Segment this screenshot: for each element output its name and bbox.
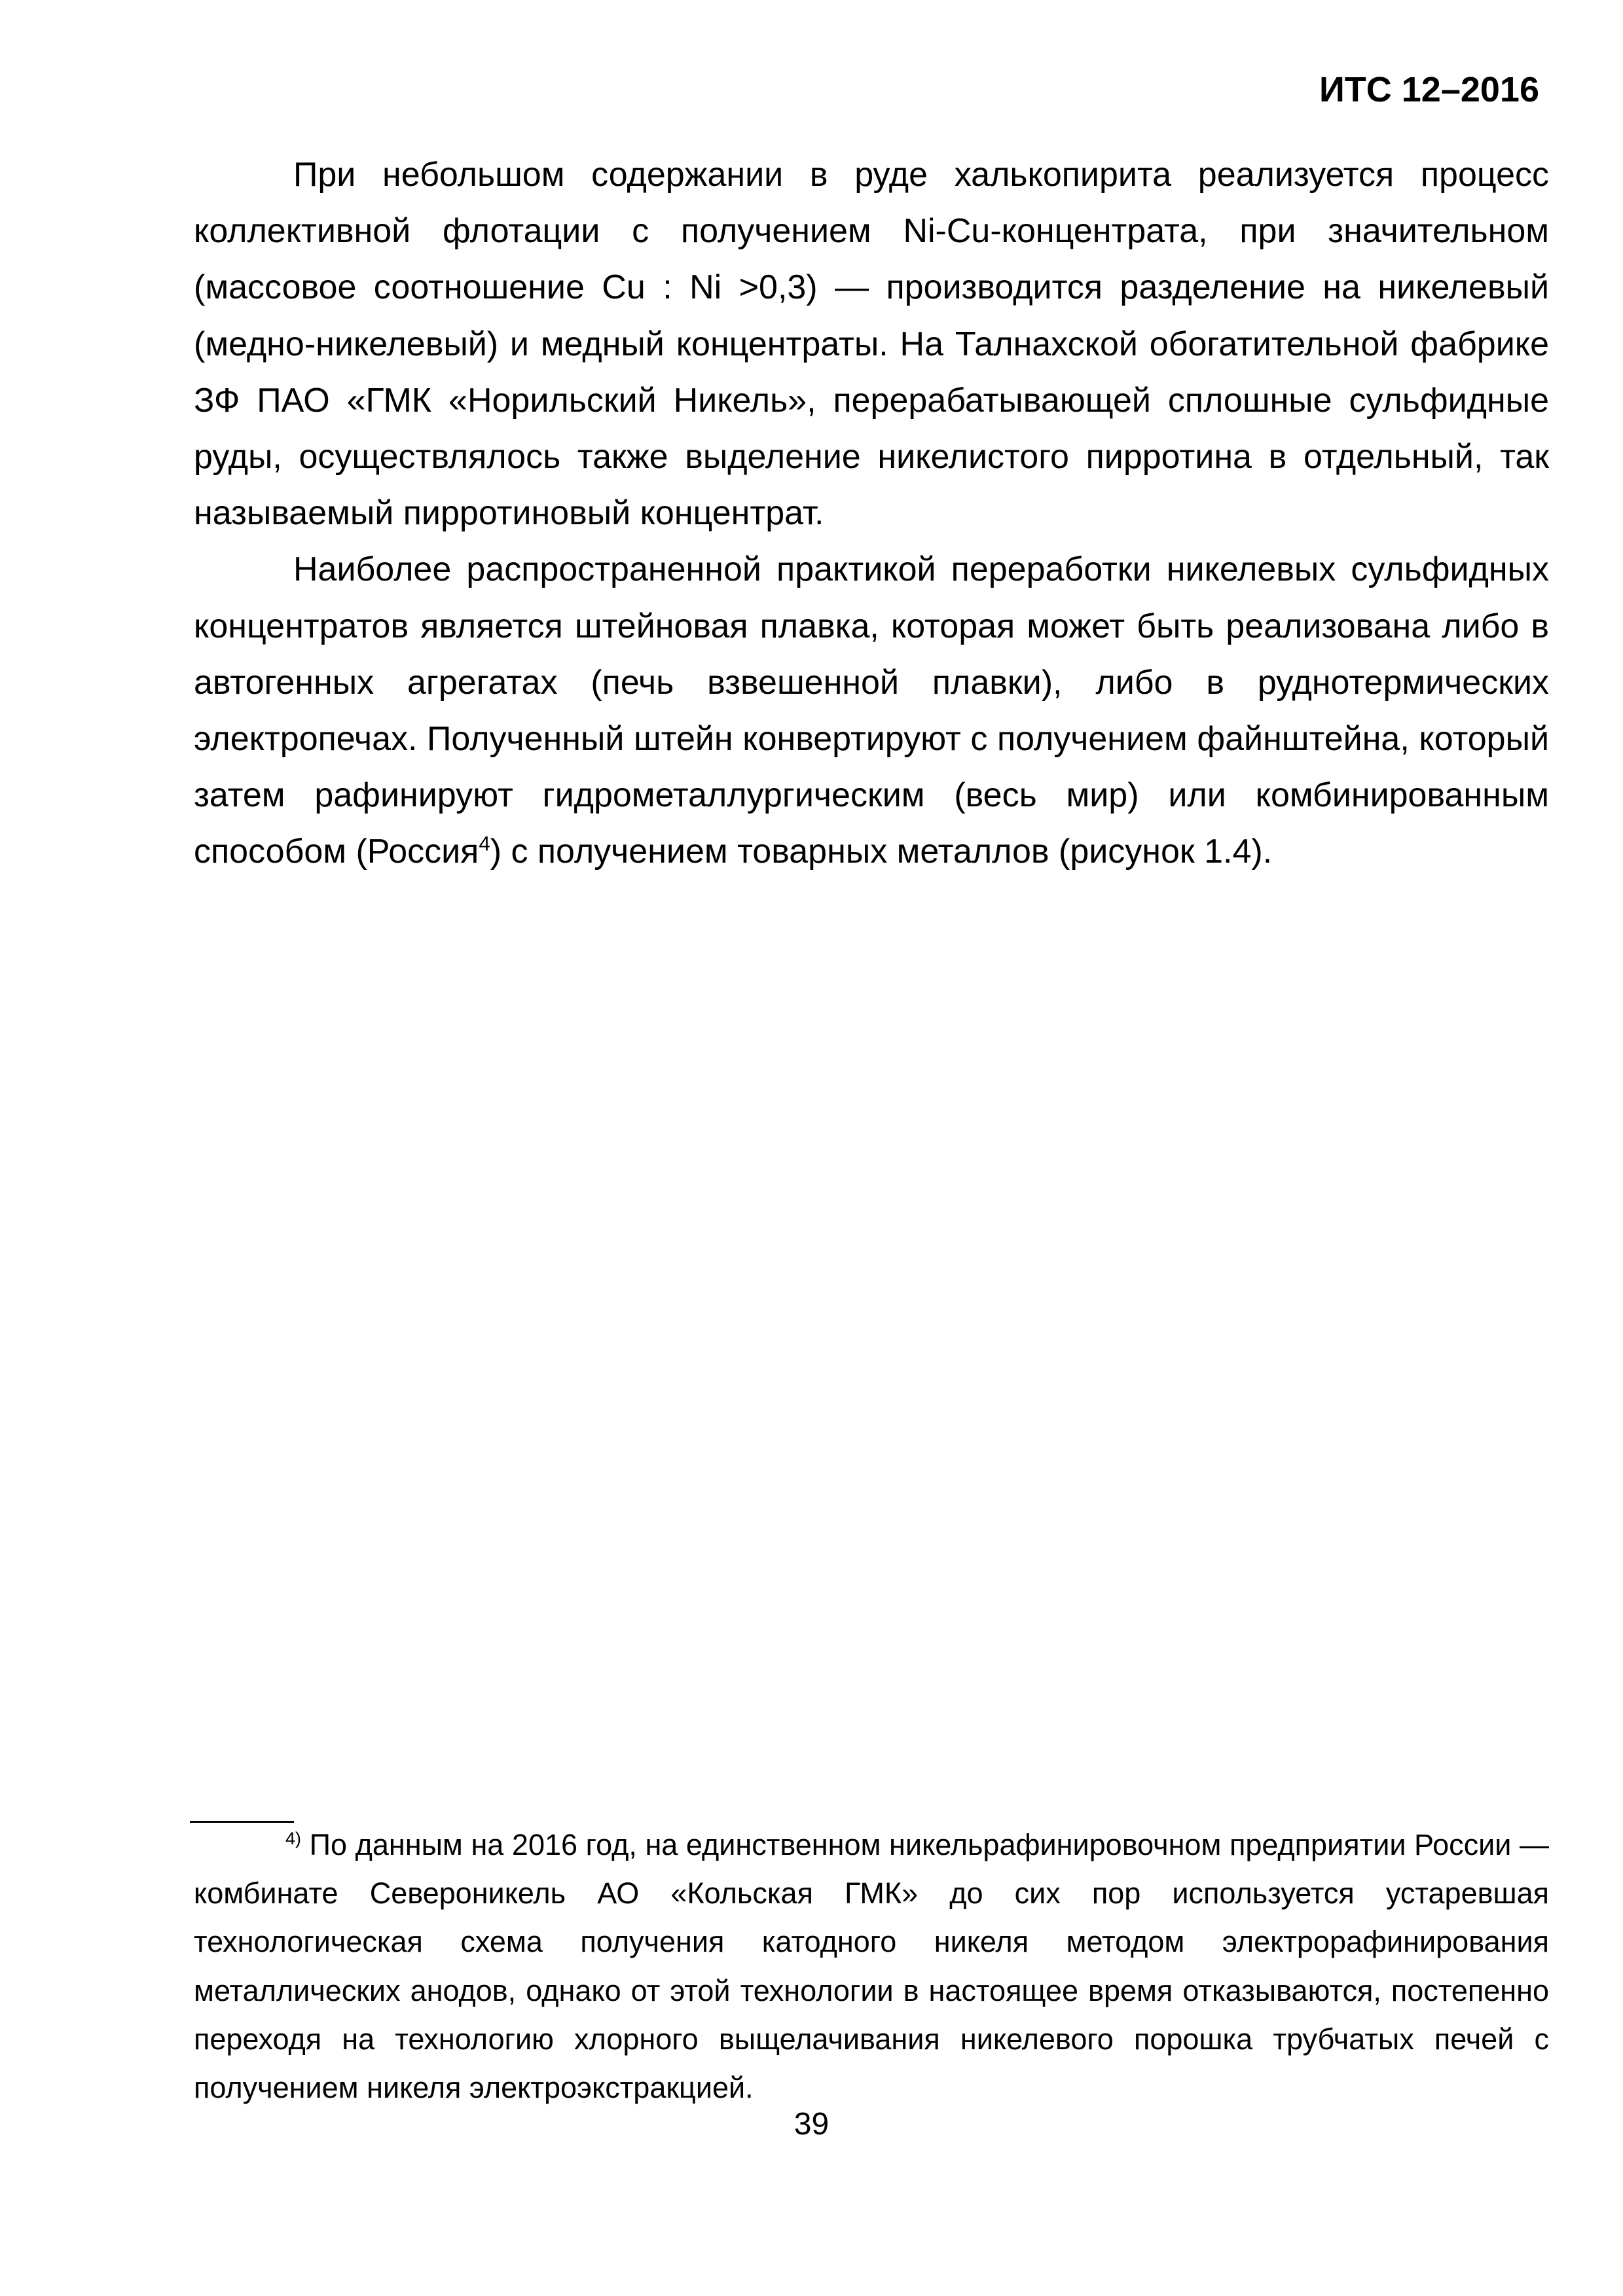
- footnote-marker: 4): [285, 1829, 302, 1848]
- footnote: [194, 1821, 1549, 2112]
- footnote-body: По данным на 2016 год, на единственном никельрафинировочном предприятии России — комбинате Североникель АО «Кольская ГМК» до сих пор используется устаревшая технологическая схема получения катодного никеля методом электрорафинирования металлических анодов, однако от этой технологии в настоящее время отказываются, постепенно переходя на технологию хлорного выщелачивания никелевого порошка трубчатых печей с получением никеля электроэкстракцией.: [194, 1828, 1549, 2105]
- footnote-reference: 4: [479, 833, 490, 856]
- page-number: 39: [793, 2107, 830, 2142]
- paragraph-matte-smelting-part-1: Наиболее распространенной практикой переработки никелевых сульфидных концентратов является штейновая плавка, которая может быть реализована либо в автогенных агрегатах (печь взвешенной плавки), либо в руднотермических электропечах. Полученный штейн конвертируют с получением файнштейна, который затем рафинируют гидрометаллургическим (весь мир) или комбинированным способом (Россия: [194, 550, 1549, 871]
- footnote-text: [194, 1821, 1549, 2112]
- document-code-header: ИТС 12–2016: [1319, 70, 1539, 109]
- paragraph-matte-smelting: [194, 541, 1549, 880]
- main-text: [194, 147, 1549, 880]
- paragraph-flotation: При небольшом содержании в руде халькопирита реализуется процесс коллективной флотации с получением Ni-Cu-концентрата, при значительном (массовое соотношение Cu : Ni >0,3) — производится разделение на никелевый (медно-никелевый) и медный концентраты. На Талнахской обогатительной фабрике ЗФ ПАО «ГМК «Норильский Никель», перерабатывающей сплошные сульфидные руды, осуществлялось также выделение никелистого пирротина в отдельный, так называемый пирротиновый концентрат.: [194, 156, 1549, 533]
- paragraph-matte-smelting-part-2: ) с получением товарных металлов (рисунок 1.4).: [490, 833, 1273, 871]
